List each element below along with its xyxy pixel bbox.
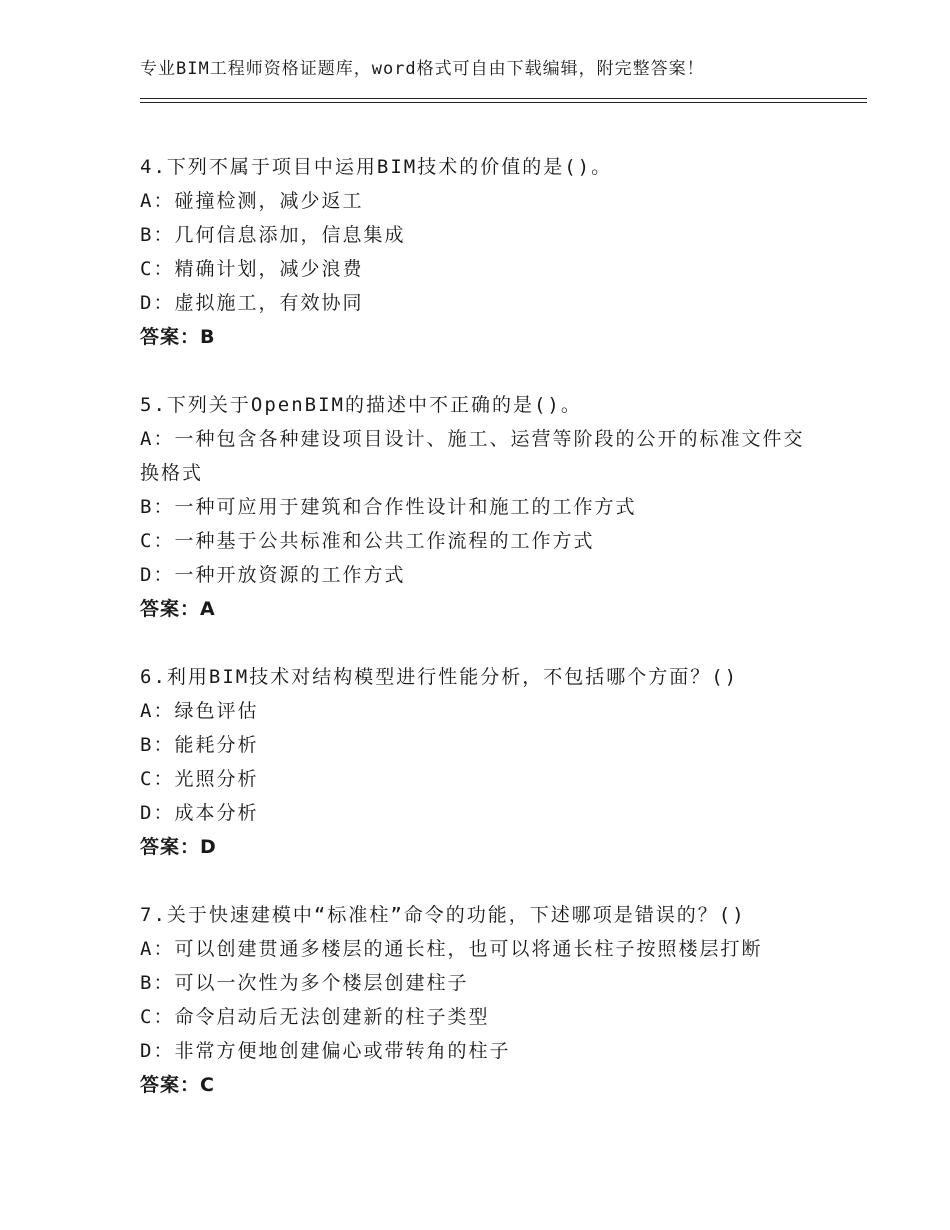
option-d: D：非常方便地创建偏心或带转角的柱子 bbox=[140, 1040, 511, 1062]
question-stem: 5.下列关于OpenBIM的描述中不正确的是()。 bbox=[140, 394, 582, 416]
question-list bbox=[140, 150, 820, 1136]
question-6 bbox=[140, 660, 820, 864]
option-a: A：碰撞检测，减少返工 bbox=[140, 190, 364, 212]
option-d: D：一种开放资源的工作方式 bbox=[140, 564, 406, 586]
option-a: A：一种包含各种建设项目设计、施工、运营等阶段的公开的标准文件交换格式 bbox=[140, 428, 805, 484]
option-b: B：可以一次性为多个楼层创建柱子 bbox=[140, 972, 469, 994]
option-b: B：能耗分析 bbox=[140, 734, 259, 756]
option-c: C：精确计划，减少浪费 bbox=[140, 258, 364, 280]
option-b: B：几何信息添加，信息集成 bbox=[140, 224, 406, 246]
option-a: A：绿色评估 bbox=[140, 700, 259, 722]
option-c: C：光照分析 bbox=[140, 768, 259, 790]
header-rule-top bbox=[140, 98, 867, 99]
header-rule-bottom bbox=[140, 102, 867, 103]
answer-label: 答案：C bbox=[140, 1074, 215, 1096]
option-c: C：命令启动后无法创建新的柱子类型 bbox=[140, 1006, 490, 1028]
question-7 bbox=[140, 898, 820, 1102]
answer-label: 答案：B bbox=[140, 326, 216, 348]
answer-label: 答案：A bbox=[140, 598, 216, 620]
option-d: D：成本分析 bbox=[140, 802, 259, 824]
option-a: A：可以创建贯通多楼层的通长柱，也可以将通长柱子按照楼层打断 bbox=[140, 938, 763, 960]
answer-label: 答案：D bbox=[140, 836, 217, 858]
question-stem: 6.利用BIM技术对结构模型进行性能分析，不包括哪个方面？() bbox=[140, 666, 739, 688]
question-5 bbox=[140, 388, 820, 626]
option-c: C：一种基于公共标准和公共工作流程的工作方式 bbox=[140, 530, 595, 552]
option-d: D：虚拟施工，有效协同 bbox=[140, 292, 364, 314]
question-stem: 4.下列不属于项目中运用BIM技术的价值的是()。 bbox=[140, 156, 613, 178]
question-stem: 7.关于快速建模中“标准柱”命令的功能，下述哪项是错误的？() bbox=[140, 904, 746, 926]
option-b: B：一种可应用于建筑和合作性设计和施工的工作方式 bbox=[140, 496, 637, 518]
page-header: 专业BIM工程师资格证题库，word格式可自由下载编辑，附完整答案！ bbox=[140, 59, 705, 79]
question-4 bbox=[140, 150, 820, 354]
